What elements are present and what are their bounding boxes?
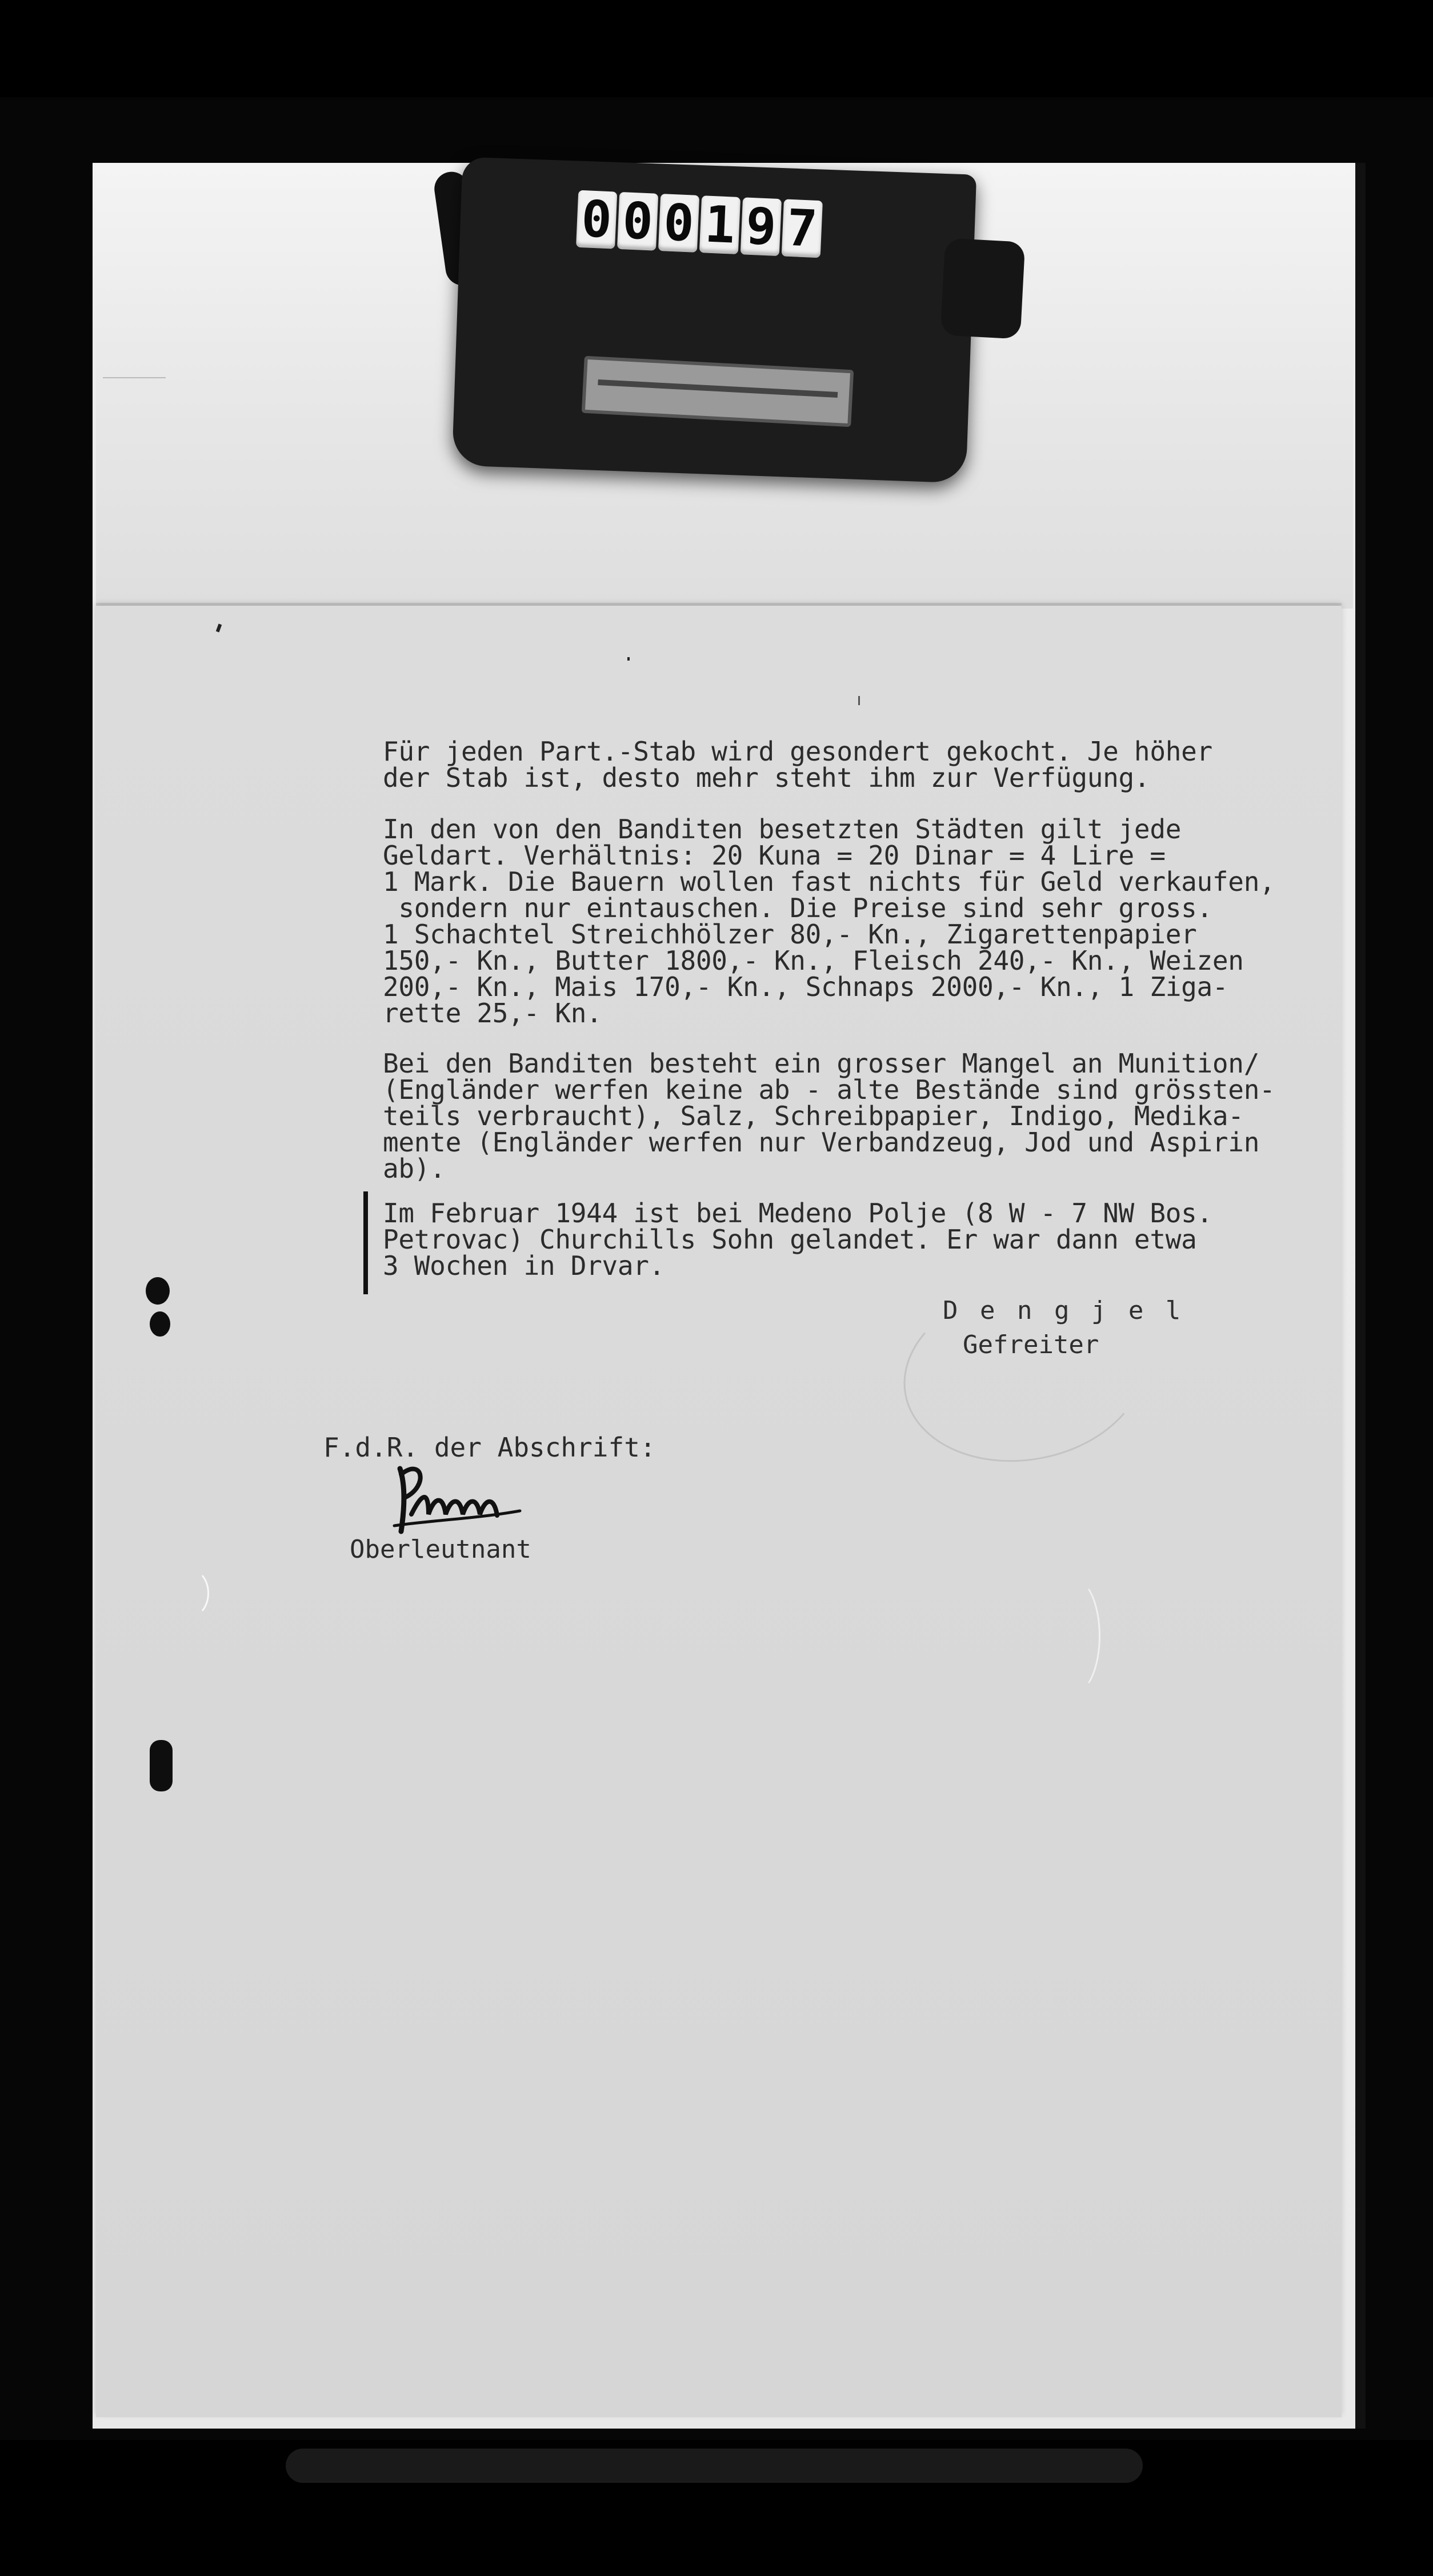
text-line: Petrovac) Churchills Sohn gelandet. Er war dann etwa	[383, 1224, 1197, 1255]
paper-crease	[171, 1569, 209, 1618]
text-line: rette 25,- Kn.	[383, 998, 602, 1029]
text-line: Bei den Banditen besteht ein grosser Mangel an Munition/	[383, 1048, 1260, 1079]
text-line: (Engländer werfen keine ab - alte Bestände sind grössten-	[383, 1074, 1275, 1105]
paragraph-shortages	[383, 1050, 1275, 1182]
counter-digit: 0	[617, 192, 658, 251]
frame-counter-stamp	[451, 166, 983, 474]
film-edge-mark	[286, 2449, 1143, 2483]
punch-hole	[150, 1740, 173, 1791]
backing-shadow	[1355, 163, 1366, 2429]
text-line: 200,- Kn., Mais 170,- Kn., Schnaps 2000,- Kn., 1 Ziga-	[383, 971, 1228, 1002]
text-line: teils verbraucht), Salz, Schreibpapier, Indigo, Medika-	[383, 1101, 1244, 1131]
text-line: der Stab ist, desto mehr steht ihm zur Verfügung.	[383, 762, 1150, 793]
text-line: 3 Wochen in Drvar.	[383, 1250, 665, 1281]
text-line: 150,- Kn., Butter 1800,- Kn., Fleisch 240,- Kn., Weizen	[383, 945, 1244, 976]
counter-digit: 0	[658, 194, 699, 253]
text-line: Für jeden Part.-Stab wird gesondert gekocht. Je höher	[383, 736, 1212, 767]
text-line: 1 Mark. Die Bauern wollen fast nichts für Geld verkaufen,	[383, 866, 1275, 897]
counter-digit: 1	[699, 195, 740, 254]
counter-digit: 0	[576, 190, 617, 249]
signer-rank: Gefreiter	[963, 1330, 1099, 1359]
counter-knob	[940, 238, 1026, 339]
certification-line: F.d.R. der Abschrift:	[323, 1432, 656, 1463]
punch-hole	[150, 1311, 170, 1337]
paragraph-kitchen	[383, 738, 1212, 791]
ink-speck	[627, 657, 630, 661]
punch-hole	[146, 1277, 170, 1305]
film-top-border	[0, 0, 1433, 97]
text-line: Im Februar 1944 ist bei Medeno Polje (8 W - 7 NW Bos.	[383, 1198, 1212, 1229]
certifier-rank: Oberleutnant	[350, 1535, 531, 1564]
counter-digits	[576, 190, 823, 258]
text-line: ab).	[383, 1153, 446, 1184]
paragraph-churchill	[383, 1200, 1212, 1279]
card-mark	[103, 377, 166, 378]
text-line: 1 Schachtel Streichhölzer 80,- Kn., Zigarettenpapier	[383, 919, 1197, 950]
paper-crease	[1046, 1577, 1100, 1695]
handwritten-signature	[389, 1451, 526, 1543]
counter-digit: 7	[782, 199, 823, 258]
text-line: mente (Engländer werfen nur Verbandzeug, Jod und Aspirin	[383, 1127, 1260, 1158]
text-line: sondern nur eintauschen. Die Preise sind sehr gross.	[383, 893, 1212, 923]
ink-speck	[858, 696, 860, 705]
margin-mark	[363, 1191, 368, 1294]
text-line: In den von den Banditen besetzten Städten gilt jede	[383, 814, 1182, 845]
text-line: Geldart. Verhältnis: 20 Kuna = 20 Dinar = 4 Lire =	[383, 840, 1166, 871]
counter-digit: 9	[740, 197, 782, 256]
signer-name: D e n g j e l	[943, 1296, 1184, 1325]
paragraph-currency	[383, 814, 1275, 1029]
